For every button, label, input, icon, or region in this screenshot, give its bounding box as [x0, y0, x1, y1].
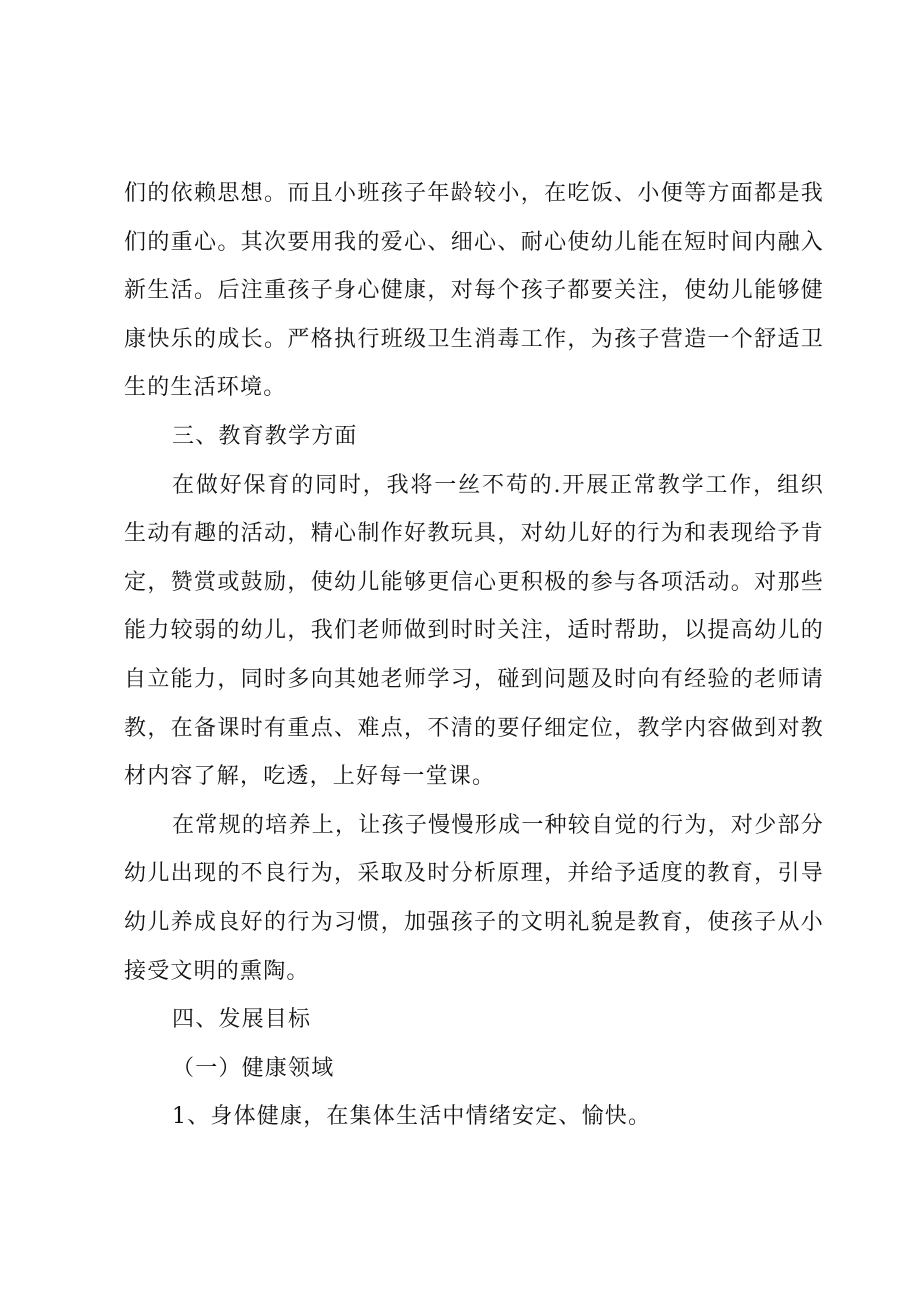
paragraph-routine: 在常规的培养上，让孩子慢慢形成一种较自觉的行为，对少部分幼儿出现的不良行为，采取及时分析原理，并给予适度的教育，引导幼儿养成良好的行为习惯，加强孩子的文明礼貌是教育，使孩子从小接受文明的熏陶。 — [124, 812, 824, 984]
list-item-health-1: 1、身体健康，在集体生活中情绪安定、愉快。 — [172, 1104, 652, 1130]
paragraph-education: 在做好保育的同时，我将一丝不苟的.开展正常教学工作，组织生动有趣的活动，精心制作好教玩具，对幼儿好的行为和表现给予肯定，赞赏或鼓励，使幼儿能够更信心更积极的参与各项活动。对那些能力较弱的幼儿，我们老师做到时时关注，适时帮助，以提高幼儿的自立能力，同时多向其她老师学习，碰到问题及时向有经验的老师请教，在备课时有重点、难点，不清的要仔细定位，教学内容做到对教材内容了解，吃透，上好每一堂课。 — [124, 472, 824, 790]
subsection-heading-health: （一）健康领域 — [172, 1055, 335, 1081]
section-heading-education: 三、教育教学方面 — [172, 423, 358, 449]
document-body — [124, 170, 824, 1142]
section-heading-goals: 四、发展目标 — [172, 1007, 312, 1033]
paragraph-continuation: 们的依赖思想。而且小班孩子年龄较小，在吃饭、小便等方面都是我们的重心。其次要用我的爱心、细心、耐心使幼儿能在短时间内融入新生活。后注重孩子身心健康，对每个孩子都要关注，使幼儿能够健康快乐的成长。严格执行班级卫生消毒工作，为孩子营造一个舒适卫生的生活环境。 — [124, 181, 824, 401]
